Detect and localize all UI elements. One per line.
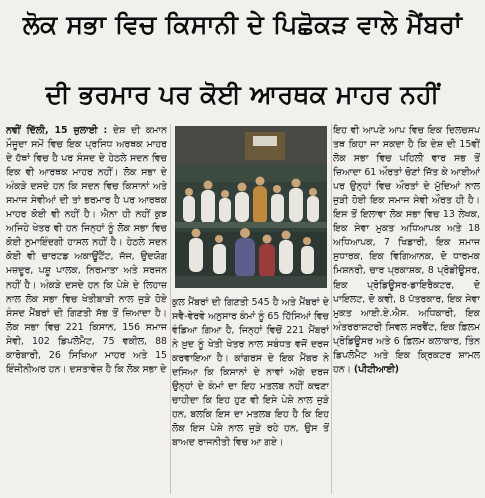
column-divider xyxy=(170,124,171,494)
right-column xyxy=(333,124,480,496)
agency-credit: (ਪੀਟੀਆਈ) xyxy=(353,363,400,375)
left-column xyxy=(6,124,167,496)
right-column-body: ਇਹ ਵੀ ਆਪਣੇ ਆਪ ਵਿਚ ਇਕ ਦਿਲਚਸਪ ਤਥ ਕਿਹਾ ਜਾ ਸਕਦਾ ਹੈ ਕਿ ਦੇਸ਼ ਦੀ 15ਵੀਂ ਲੋਕ ਸਭਾ ਵਿਚ ਪਹਿਲੀ ਵਾਰ ਸਭ ਤੋਂ ਜ਼ਿਆਦਾ 61 ਔਰਤਾਂ ਚੋਣਾਂ ਜਿੱਤ ਕੇ ਆਈਆਂ ਪਰ ਉਨ੍ਹਾਂ ਵਿਚ ਔਰਤਾਂ ਦੇ ਮੁੱਦਿਆਂ ਨਾਲ ਜੁੜੀ ਹੋਈ ਇਕ ਸਮਾਜ ਸੇਵੀ ਔਰਤ ਹੀ ਹੈ। ਇਸ ਤੋਂ ਇਲਾਵਾ ਲੋਕ ਸਭਾ ਵਿਚ 13 ਲੇਖਕ, ਇਕ ਸੇਵਾ ਮੁਕਤ ਅਧਿਆਪਕ ਅਤੇ 18 ਅਧਿਆਪਕ, 7 ਖਿਡਾਰੀ, ਇਕ ਸਮਾਜ ਸੁਧਾਰਕ, ਇਕ ਵਿਗਿਆਨਕ, ਦੋ ਧਾਰਮਕ ਮਿਸ਼ਨਰੀ, ਚਾਰ ਪ੍ਰਕਾਸ਼ਕ, 8 ਪ੍ਰੋਡੀਊਸਰ, ਇਕ ਪ੍ਰੋਡਿਊਸਰ-ਡਾਇਰੈਕਟਰ, ਦੋ ਪਾਇਲਟ, ਦੋ ਕਵੀ, 8 ਪੱਤਰਕਾਰ, ਇਕ ਸੇਵਾ ਮੁਕਤ ਆਈ.ਏ.ਐਸ. ਅਧਿਕਾਰੀ, ਇਕ ਅੰਤਰਰਾਸ਼ਟਰੀ ਸਿਵਲ ਸਰਵੈਂਟ, ਇਕ ਫ਼ਿਲਮ ਪ੍ਰੋਡਿਊਸਰ ਅਤੇ 6 ਫ਼ਿਲਮ ਕਲਾਕਾਰ, ਤਿੰਨ ਡਿਪਲੋਮੈਟ ਅਤੇ ਇਕ ਕ੍ਰਿਕਟਰ ਸ਼ਾਮਲ ਹਨ। xyxy=(333,125,480,375)
left-column-text xyxy=(6,124,167,377)
parliament-session-photo xyxy=(175,126,327,288)
left-column-body: ਦੇਸ਼ ਦੀ ਕਮਾਨ ਮੌਜੂਦਾ ਸਮੇਂ ਵਿਚ ਇਕ ਪ੍ਰਸਿਧ ਅਰਥਕ ਮਾਹਰ ਦੇ ਹੱਥਾਂ ਵਿਚ ਹੈ ਪਰ ਸੰਸਦ ਦੇ ਹੇਠਲੇ ਸਦਨ ਵਿਚ ਇਕ ਵੀ ਆਰਥਕ ਮਾਹਰ ਨਹੀਂ। ਲੋਕ ਸਭਾ ਦੇ ਅੰਕੜੇ ਦਸਦੇ ਹਨ ਕਿ ਸਦਨ ਵਿਚ ਕਿਸਾਨਾਂ ਅਤੇ ਸਮਾਜ ਸੇਵੀਆਂ ਦੀ ਤਾਂ ਭਰਮਾਰ ਹੈ ਪਰ ਆਰਥਕ ਮਾਹਰ ਕੋਈ ਵੀ ਨਹੀਂ ਹੈ। ਐਨਾ ਹੀ ਨਹੀਂ ਕੁਝ ਅਜਿਹੇ ਖੇਤਰ ਵੀ ਹਨ ਜਿਨ੍ਹਾਂ ਨੂੰ ਲੋਕ ਸਭਾ ਵਿਚ ਕੋਈ ਨੁਮਾਇੰਦਗੀ ਹਾਸਲ ਨਹੀਂ ਹੈ। ਹੇਠਲੇ ਸਦਨ ਕੋਈ ਵੀ ਚਾਰਟਡ ਅਕਾਊਂਟੈਂਟ, ਜੱਜ, ਉਦਯੋਗ ਮਜ਼ਦੂਰ, ਪਸ਼ੂ ਪਾਲਕ, ਨਿਰਮਾਤਾ ਅਤੇ ਸਰਜਨ ਨਹੀਂ ਹੈ। ਅੰਕੜੇ ਦਸਦੇ ਹਨ ਕਿ ਪੇਸ਼ੇ ਦੇ ਲਿਹਾਜ਼ ਨਾਲ ਲੋਕ ਸਭਾ ਵਿਚ ਖੇਤੀਬਾੜੀ ਨਾਲ ਜੁੜੇ ਹੋਏ ਸੰਸਦ ਮੈਂਬਰਾਂ ਦੀ ਗਿਣਤੀ ਸੱਭ ਤੋਂ ਜ਼ਿਆਦਾ ਹੈ। ਲੋਕ ਸਭਾ ਵਿਚ 221 ਕਿਸਾਨ, 156 ਸਮਾਜ ਸੇਵੀ, 102 ਡਿਪਲੋਮੈਟ, 75 ਵਕੀਲ, 88 ਕਾਰੋਬਾਰੀ, 26 ਸਿਖਿਆ ਮਾਹਰ ਅਤੇ 15 ਇੰਜੀਨੀਅਰ ਹਨ। xyxy=(6,125,167,375)
right-column-text xyxy=(333,124,480,377)
headline-line-2: ਦੀ ਭਰਮਾਰ ਪਰ ਕੋਈ ਆਰਥਕ ਮਾਹਰ ਨਹੀਂ xyxy=(45,80,440,109)
parliament-photo-graphic xyxy=(175,126,327,288)
headline-line-1: ਲੋਕ ਸਭਾ ਵਿਚ ਕਿਸਾਨੀ ਦੇ ਪਿਛੋਕੜ ਵਾਲੇ ਮੈਂਬਰਾਂ xyxy=(22,10,463,39)
dateline: ਨਵੀਂ ਦਿੱਲੀ, 15 ਜੁਲਾਈ : xyxy=(6,125,108,136)
middle-column xyxy=(172,296,329,496)
column-divider xyxy=(331,124,332,494)
middle-column-body: ਕੁਲ ਮੈਂਬਰਾਂ ਦੀ ਗਿਣਤੀ 545 ਹੈ ਅਤੇ ਮੈਂਬਰਾਂ ਦੇ ਸਵੈ-ਵੇਰਵੇ ਅਨੁਸਾਰ ਕੰਮਾਂ ਨੂੰ 65 ਹਿੱਸਿਆਂ ਵਿਚ ਵੰਡਿਆ ਗਿਆ ਹੈ, ਜਿਨ੍ਹਾਂ ਵਿਚੋਂ 221 ਮੈਂਬਰਾਂ ਨੇ ਖ਼ੁਦ ਨੂੰ ਖੇਤੀ ਖੇਤਰ ਨਾਲ ਸਬੰਧਤ ਵਜੋਂ ਦਰਜ ਕਰਵਾਇਆ ਹੈ। ਕਾਂਗਰਸ ਦੇ ਇਕ ਮੈਂਬਰ ਨੇ ਦਸਿਆ ਕਿ ਕਿਸਾਨਾਂ ਦੇ ਨਾਵਾਂ ਅੱਗੇ ਦਰਜ ਉਨ੍ਹਾਂ ਦੇ ਕੰਮਾਂ ਦਾ ਇਹ ਮਤਲਬ ਨਹੀਂ ਕਢਣਾ ਚਾਹੀਦਾ ਕਿ ਇਹ ਹੁਣ ਵੀ ਇਸੇ ਪੇਸ਼ੇ ਨਾਲ ਜੁੜੇ ਹਨ, ਬਲਕਿ ਇਸ ਦਾ ਮਤਲਬ ਇਹ ਹੈ ਕਿ ਇਹ ਲੋਕ ਇਸ ਪੇਸ਼ੇ ਨਾਲ ਜੁੜੇ ਰਹੇ ਹਨ, ਉਸ ਤੋਂ ਬਾਅਦ ਰਾਜਨੀਤੀ ਵਿਚ ਆ ਗਏ। xyxy=(172,297,329,449)
left-column-continuation: ਦਸਤਾਵੇਜ਼ ਹੈ ਕਿ ਲੋਕ ਸਭਾ ਦੇ xyxy=(69,363,167,375)
